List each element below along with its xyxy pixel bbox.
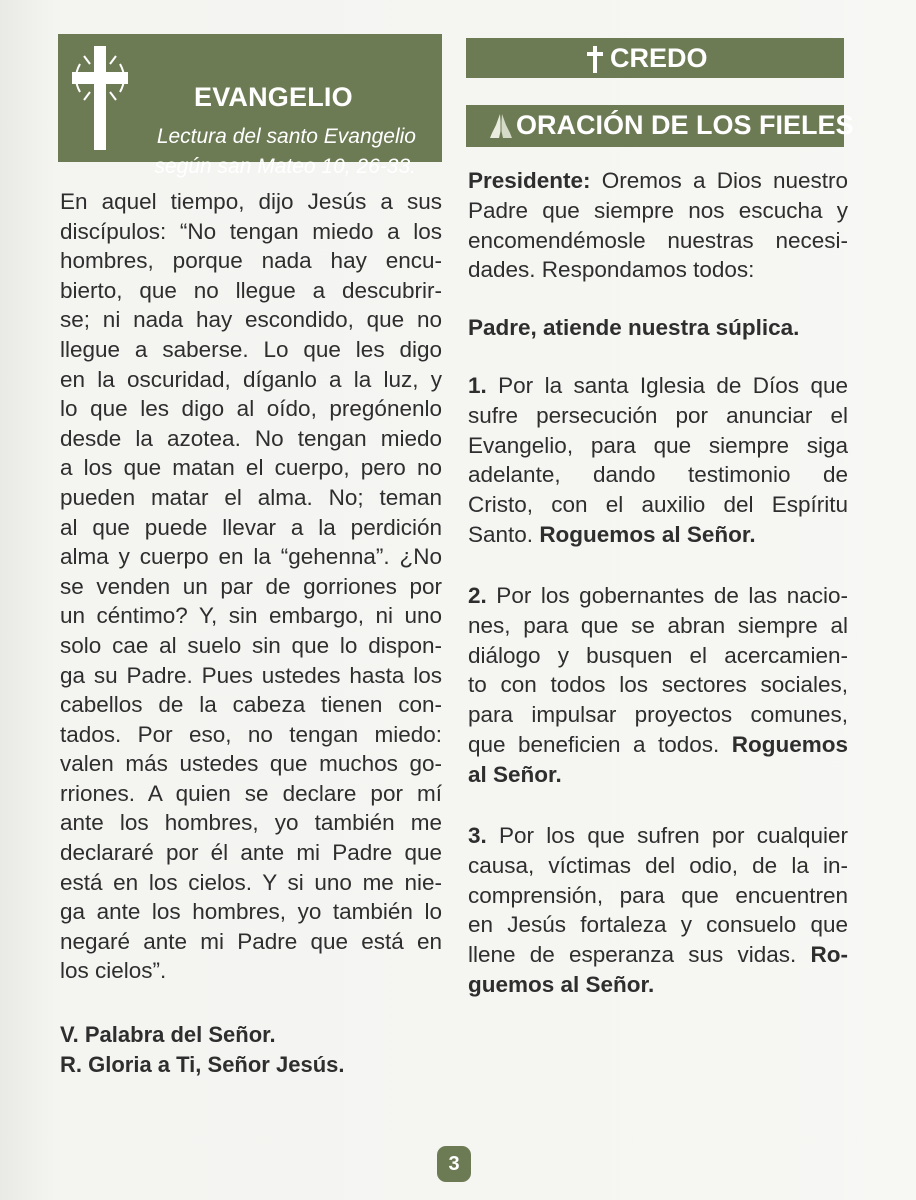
petition-line: Cristo, con el auxilio del Espíritu (468, 492, 848, 518)
page-number: 3 (437, 1146, 471, 1182)
credo-header (466, 38, 844, 78)
gospel-line: los cielos”. (60, 958, 167, 984)
evangelio-title: EVANGELIO (194, 82, 353, 112)
petition-line (468, 730, 848, 760)
gospel-line: discípulos: “No tengan miedo a los (60, 218, 442, 244)
petition-line (468, 581, 848, 611)
gospel-line: desde la azotea. No tengan miedo (60, 425, 442, 451)
petition-line: adelante, dando testimonio de (468, 462, 848, 488)
intro-line: encomendémosle nuestras necesi- (468, 227, 848, 253)
petition-text: que beneficien a todos. (468, 731, 732, 757)
oracion-intro (468, 166, 848, 285)
praying-hands-icon (486, 111, 516, 141)
petition-closing: Roguemos (731, 731, 848, 757)
gospel-line: valen más ustedes que muchos go- (60, 751, 442, 777)
gospel-line: ante los hombres, yo también me (60, 810, 442, 836)
petition-line: comprensión, para que encuentren (468, 882, 848, 908)
petition-closing: Ro- (810, 942, 848, 968)
gospel-line: declararé por él ante mi Padre que (60, 840, 442, 866)
petition-line (468, 821, 848, 851)
gospel-line: ga su Padre. Pues ustedes hasta los (60, 662, 442, 688)
petition-closing: guemos al Señor. (468, 971, 655, 997)
gospel-line: al que puede llevar a la perdición (60, 514, 442, 540)
intro-text: Oremos a Dios nuestro (590, 168, 848, 193)
petition-line: causa, víctimas del odio, de la in- (468, 852, 848, 878)
gospel-line: solo cae al suelo sin que lo dispon- (60, 632, 442, 658)
intro-label: Presidente: (468, 168, 591, 193)
cross-icon (586, 44, 604, 74)
evangelio-reference (154, 122, 416, 182)
petition-line: Evangelio, para que siempre siga (468, 432, 848, 458)
petition-line: diálogo y busquen el acercamien- (468, 642, 848, 668)
evangelio-header (58, 34, 442, 178)
petition-line (468, 520, 848, 550)
gospel-line: está en los cielos. Y si uno me nie- (60, 869, 442, 895)
gospel-line: a los que matan el cuerpo, pero no (60, 455, 442, 481)
petition-closing: Roguemos al Señor. (539, 521, 756, 547)
gospel-line: llegue a saberse. Lo que les digo (60, 336, 442, 362)
petition-line: to con todos los sectores sociales, (468, 672, 848, 698)
evangelio-subtitle-line1: Lectura del santo Evangelio (156, 125, 416, 148)
gospel-line: lo que les digo al oído, pregónenlo (60, 396, 442, 422)
response: R. Gloria a Ti, Señor Jesús. (60, 1052, 345, 1077)
gospel-line: se; ni nada hay escondido, que no (60, 307, 442, 333)
petition-closing: al Señor. (468, 761, 562, 787)
petition-text: llene de esperanza sus vidas. (468, 942, 811, 968)
petition-line (468, 940, 848, 970)
gospel-line: rriones. A quien se declare por mí (60, 780, 442, 806)
petition-line: para impulsar proyectos comunes, (468, 702, 848, 728)
gospel-line: alma y cuerpo en la “gehenna”. ¿No (60, 544, 442, 570)
petition-3 (468, 821, 848, 1000)
petition-text: Santo. (468, 521, 540, 547)
petition-number: 1. (468, 373, 487, 398)
petition-2 (468, 581, 848, 790)
petition-line: sufre persecución por anunciar el (468, 402, 848, 428)
assembly-response: Padre, atiende nuestra súplica. (468, 315, 800, 340)
gospel-line: bierto, que no llegue a descubrir- (60, 277, 442, 303)
petition-line (468, 371, 848, 401)
gospel-text (60, 187, 442, 986)
gospel-line: ga ante los hombres, yo también lo (60, 899, 442, 925)
petition-text: Por la santa Iglesia de Díos que (486, 373, 848, 398)
petition-1 (468, 371, 848, 550)
gospel-line: pueden matar el alma. No; teman (60, 484, 442, 510)
gospel-line: En aquel tiempo, dijo Jesús a sus (60, 189, 442, 214)
intro-line: Padre que siempre nos escucha y (468, 197, 848, 223)
cross-icon (70, 42, 130, 152)
evangelio-subtitle-line2: según san Mateo 10, 26-33. (154, 155, 416, 178)
petition-text: Por los que sufren por cualquier (486, 823, 848, 848)
petition-text: Por los gobernantes de las nacio- (486, 583, 848, 608)
intro-line (468, 166, 848, 196)
gospel-line: tados. Por eso, no tengan miedo: (60, 721, 442, 747)
credo-title: CREDO (610, 43, 708, 73)
gospel-line: un céntimo? Y, sin embargo, ni uno (60, 603, 442, 629)
gospel-line: en la oscuridad, díganlo a la luz, y (60, 366, 442, 392)
petition-number: 3. (468, 823, 487, 848)
gospel-line: cabellos de la cabeza tienen con- (60, 692, 442, 718)
oracion-header (466, 105, 854, 147)
gospel-line: se venden un par de gorriones por (60, 573, 442, 599)
petition-line: nes, para que se abran siempre al (468, 612, 848, 638)
petition-number: 2. (468, 583, 487, 608)
oracion-title: ORACIÓN DE LOS FIELES (516, 110, 854, 140)
intro-line: dades. Respondamos todos: (468, 257, 755, 283)
gospel-line: hombres, porque nada hay encu- (60, 248, 442, 274)
versicle: V. Palabra del Señor. (60, 1022, 276, 1047)
petition-line: en Jesús fortaleza y consuelo que (468, 912, 848, 938)
gospel-line: negaré ante mi Padre que está en (60, 928, 442, 954)
